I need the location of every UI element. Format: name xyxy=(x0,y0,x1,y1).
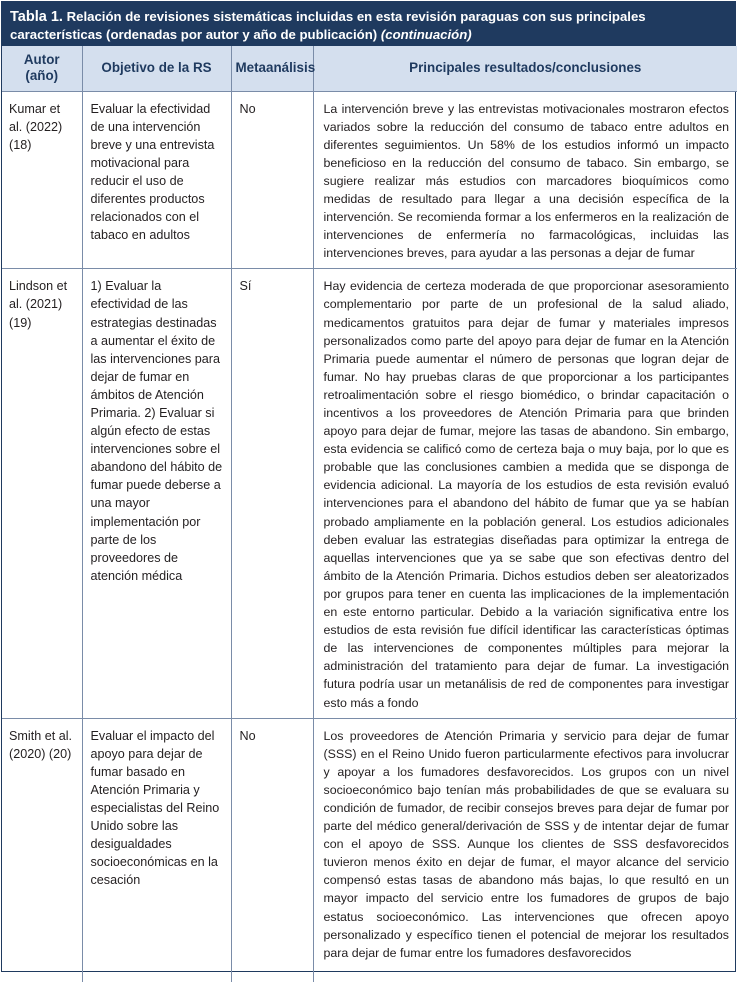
systematic-reviews-table xyxy=(2,46,737,982)
cell-results: Hay evidencia de certeza moderada de que proporcionar asesoramiento complementario por parte de un profesional de la salud aliado, medicamentos gratuitos para dejar de fumar y materiales impresos personalizados como parte del apoyo para dejar de fumar en la Atención Primaria puede aumentar el número de personas que logran dejar de fumar. No hay pruebas claras de que proporcionar a los participantes retroalimentación sobre el riesgo biomédico, o brindar capacitación o incentivos a los proveedores de Atención Primaria para que brinden apoyo para dejar de fumar, mejore las tasas de abandono. Sin embargo, esta evidencia se calificó como de certeza baja o muy baja, por lo que es probable que las conclusiones cambien a medida que se disponga de evidencia adicional. La mayoría de los estudios de esta revisión evaluó intervenciones para el abandono del hábito de fumar que ya se habían probado ampliamente en la población general. Los estudios adicionales deben evaluar las estrategias diseñadas para optimizar la entrega de aquellas intervenciones que ya se sabe que son efectivas dentro del ámbito de la Atención Primaria. Dichos estudios deben ser aleatorizados por grupos para tener en cuenta las implicaciones de la implementación en este entorno particular. Debido a la variación significativa entre los estudios de esta revisión fue difícil identificar las características óptimas de las intervenciones de componentes múltiples para mejorar la administración del tratamiento para dejar de fumar. La investigación futura podría usar un metanálisis de red de componentes para investigar esto más a fondo xyxy=(313,269,737,718)
cell-author: Smith et al. (2020) (20) xyxy=(2,718,82,982)
cell-results: Los proveedores de Atención Primaria y servicio para dejar de fumar (SSS) en el Reino Unido fueron particularmente efectivos para involucrar y apoyar a los fumadores desfavorecidos. Los grupos con un nivel socioeconómico bajo tenían más probabilidades de que se evaluara su condición de fumador, de recibir consejos breves para dejar de fumar por parte del médico general/derivación de SSS y de intentar dejar de fumar con el apoyo de SSS. Aunque los clientes de SSS desfavorecidos tuvieron menos éxito en dejar de fumar, el mayor alcance del servicio compensó estas tasas de abandono más bajas, lo que resultó en un mayor impacto del servicio entre los fumadores de grupos de bajo estatus socioeconómico. Las intervenciones que ofrecen apoyo personalizado y específico tienen el potencial de mejorar los resultados para dejar de fumar entre los fumadores desfavorecidos xyxy=(313,718,737,982)
cell-author: Kumar et al. (2022) (18) xyxy=(2,91,82,269)
table-row xyxy=(2,718,737,982)
cell-results: La intervención breve y las entrevistas motivacionales mostraron efectos variados sobre la reducción del consumo de tabaco entre adultos en diferentes seguimientos. Un 58% de los estudios informó un impacto beneficioso en la reducción del consumo de tabaco. Sin embargo, se sugiere realizar más estudios con marcadores bioquímicos como medidas de resultado para llegar a una decisión específica de la intervención. Se recomienda formar a los enfermeros en la realización de intervenciones de enfermería no farmacológicas, incluidas las intervenciones breves, para ayudar a las personas a dejar de fumar xyxy=(313,91,737,269)
table-caption-text: Relación de revisiones sistemáticas incluidas en esta revisión paraguas con sus principales características (ordenadas por autor y año de publicación) xyxy=(10,9,646,42)
table-caption-label: Tabla 1. xyxy=(10,9,63,25)
cell-meta-analysis: No xyxy=(231,718,313,982)
review-table-container xyxy=(1,1,736,972)
table-header-row xyxy=(2,46,737,91)
cell-objective: Evaluar la efectividad de una intervención breve y una entrevista motivacional para reducir el uso de diferentes productos relacionados con el tabaco en adultos xyxy=(82,91,231,269)
cell-objective: Evaluar el impacto del apoyo para dejar de fumar basado en Atención Primaria y especialistas del Reino Unido sobre las desigualdades socioeconómicas en la cesación xyxy=(82,718,231,982)
header-meta-analysis: Metaanálisis xyxy=(231,46,313,91)
header-objective: Objetivo de la RS xyxy=(82,46,231,91)
cell-meta-analysis: No xyxy=(231,91,313,269)
header-author: Autor (año) xyxy=(2,46,82,91)
table-row xyxy=(2,269,737,718)
header-results: Principales resultados/conclusiones xyxy=(313,46,737,91)
cell-objective: 1) Evaluar la efectividad de las estrategias destinadas a aumentar el éxito de las intervenciones para dejar de fumar en ámbitos de Atención Primaria. 2) Evaluar si algún efecto de estas intervenciones sobre el abandono del hábito de fumar puede deberse a una mayor implementación por parte de los proveedores de atención médica xyxy=(82,269,231,718)
table-caption xyxy=(2,2,735,46)
cell-meta-analysis: Sí xyxy=(231,269,313,718)
cell-author: Lindson et al. (2021) (19) xyxy=(2,269,82,718)
table-caption-continued: (continuación) xyxy=(380,27,472,42)
table-row xyxy=(2,91,737,269)
